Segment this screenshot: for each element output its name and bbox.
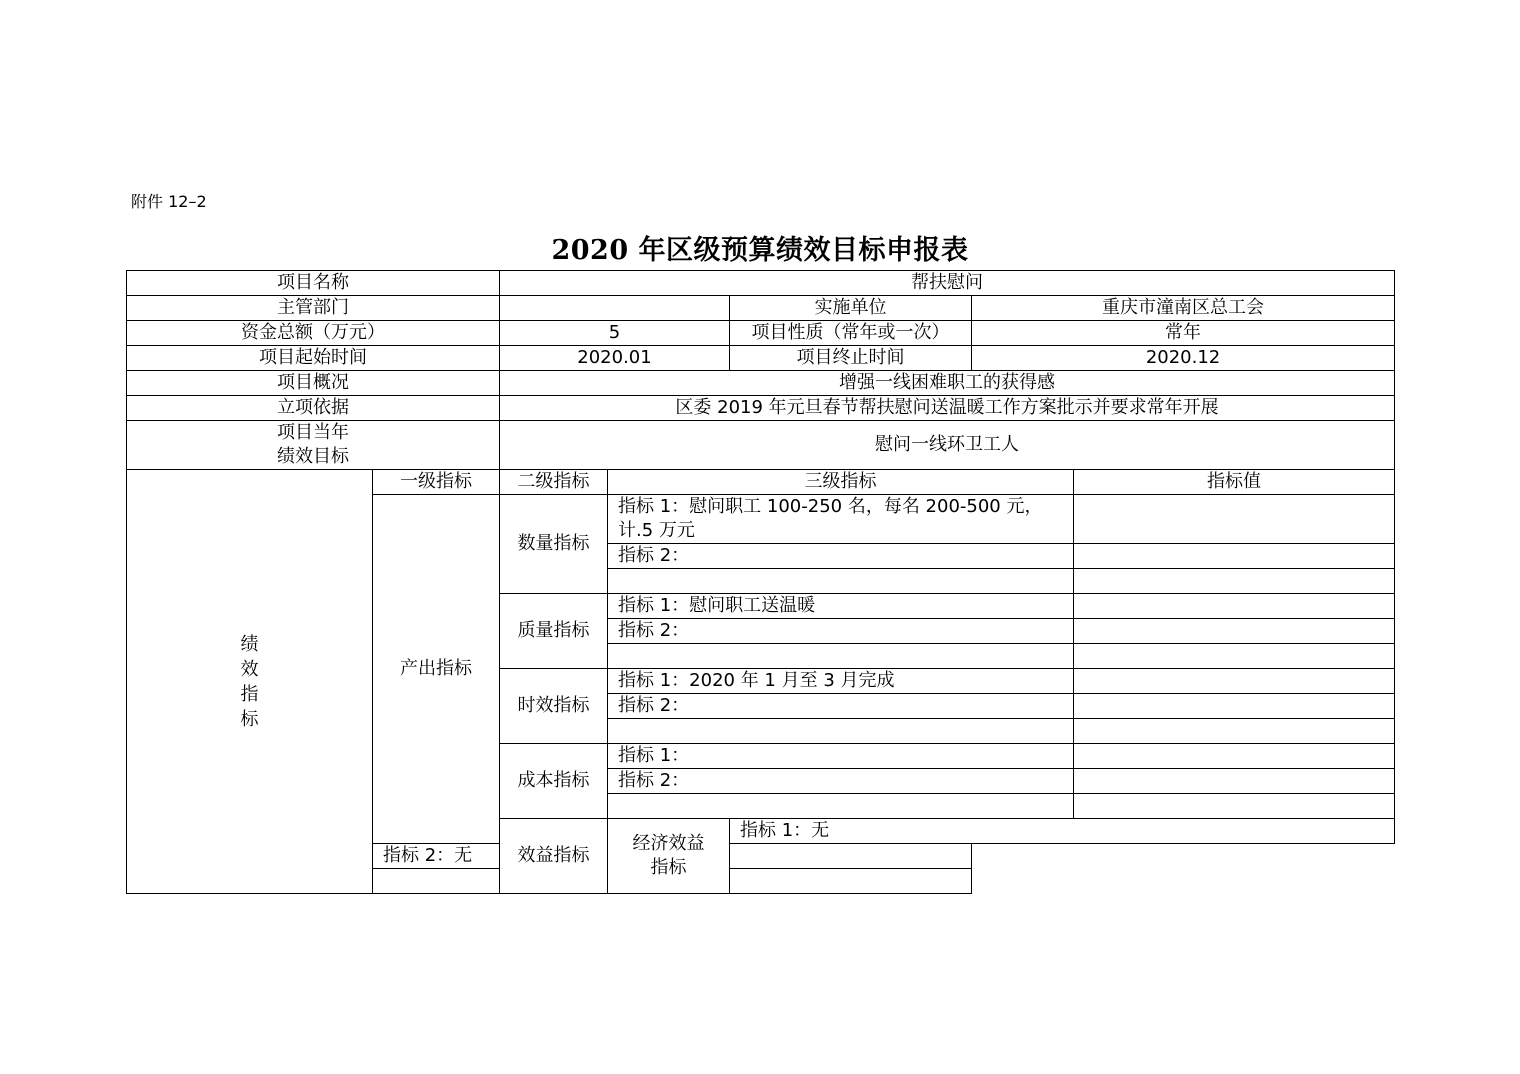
economic-value-2 (730, 844, 972, 869)
economic-indicator-2: 指标 2：无 (373, 844, 730, 869)
quantity-value-3 (1074, 569, 1395, 594)
start-value: 2020.01 (500, 346, 730, 371)
timeliness-value-3 (1074, 719, 1395, 744)
goal-label (127, 421, 500, 470)
quality-indicator-2: 指标 2： (608, 619, 1074, 644)
quantity-indicator-3 (608, 569, 1074, 594)
economic-label: 经济效益指标 (608, 819, 730, 894)
quality-label: 质量指标 (500, 594, 608, 669)
row-basis (127, 396, 1395, 421)
row-project-name (127, 271, 1395, 296)
header-level3: 三级指标 (608, 470, 1074, 495)
quantity-value-1 (1074, 495, 1395, 544)
dept-label: 主管部门 (127, 296, 500, 321)
timeliness-label: 时效指标 (500, 669, 608, 744)
economic-indicator-1: 指标 1：无 (730, 819, 1395, 844)
overview-label: 项目概况 (127, 371, 500, 396)
start-label: 项目起始时间 (127, 346, 500, 371)
timeliness-value-2 (1074, 694, 1395, 719)
timeliness-indicator-2: 指标 2： (608, 694, 1074, 719)
row-indicator-header (127, 470, 1395, 495)
dept-value (500, 296, 730, 321)
impl-unit-value: 重庆市潼南区总工会 (972, 296, 1395, 321)
basis-label: 立项依据 (127, 396, 500, 421)
quality-indicator-3 (608, 644, 1074, 669)
row-dept (127, 296, 1395, 321)
goal-label-line1: 项目当年 (277, 422, 349, 443)
row-overview (127, 371, 1395, 396)
overview-value: 增强一线困难职工的获得感 (500, 371, 1395, 396)
quantity-indicator-1: 指标 1：慰问职工 100-250 名，每名 200-500 元，计.5 万元 (608, 495, 1074, 544)
header-value: 指标值 (1074, 470, 1395, 495)
header-level2: 二级指标 (500, 470, 608, 495)
cost-indicator-1: 指标 1： (608, 744, 1074, 769)
end-label: 项目终止时间 (730, 346, 972, 371)
cost-value-1 (1074, 744, 1395, 769)
project-name-label: 项目名称 (127, 271, 500, 296)
nature-label: 项目性质（常年或一次） (730, 321, 972, 346)
timeliness-indicator-3 (608, 719, 1074, 744)
cost-value-2 (1074, 769, 1395, 794)
cost-label: 成本指标 (500, 744, 608, 819)
cost-value-3 (1074, 794, 1395, 819)
nature-value: 常年 (972, 321, 1395, 346)
goal-label-line2: 绩效目标 (277, 446, 349, 467)
row-goal (127, 421, 1395, 470)
perf-label-cell (127, 470, 373, 894)
project-name-value: 帮扶慰问 (500, 271, 1395, 296)
fund-value: 5 (500, 321, 730, 346)
page-title: 2020 年区级预算绩效目标申报表 (551, 235, 969, 266)
quantity-label: 数量指标 (500, 495, 608, 594)
benefit-label: 效益指标 (500, 819, 608, 894)
quantity-indicator-2: 指标 2： (608, 544, 1074, 569)
header-level1: 一级指标 (373, 470, 500, 495)
output-label: 产出指标 (373, 495, 500, 844)
impl-unit-label: 实施单位 (730, 296, 972, 321)
goal-value: 慰问一线环卫工人 (500, 421, 1395, 470)
row-fund (127, 321, 1395, 346)
quality-value-2 (1074, 619, 1395, 644)
timeliness-indicator-1: 指标 1：2020 年 1 月至 3 月完成 (608, 669, 1074, 694)
cost-indicator-3 (608, 794, 1074, 819)
fund-label: 资金总额（万元） (127, 321, 500, 346)
end-value: 2020.12 (972, 346, 1395, 371)
economic-value-3 (730, 869, 972, 894)
row-dates (127, 346, 1395, 371)
quality-indicator-1: 指标 1：慰问职工送温暖 (608, 594, 1074, 619)
quality-value-3 (1074, 644, 1395, 669)
attachment-label: 附件 12–2 (131, 192, 207, 211)
quality-value-1 (1074, 594, 1395, 619)
quantity-value-2 (1074, 544, 1395, 569)
perf-label: 绩效指标 (240, 633, 259, 730)
basis-value: 区委 2019 年元旦春节帮扶慰问送温暖工作方案批示并要求常年开展 (500, 396, 1395, 421)
cost-indicator-2: 指标 2： (608, 769, 1074, 794)
timeliness-value-1 (1074, 669, 1395, 694)
budget-performance-table (126, 270, 1395, 894)
